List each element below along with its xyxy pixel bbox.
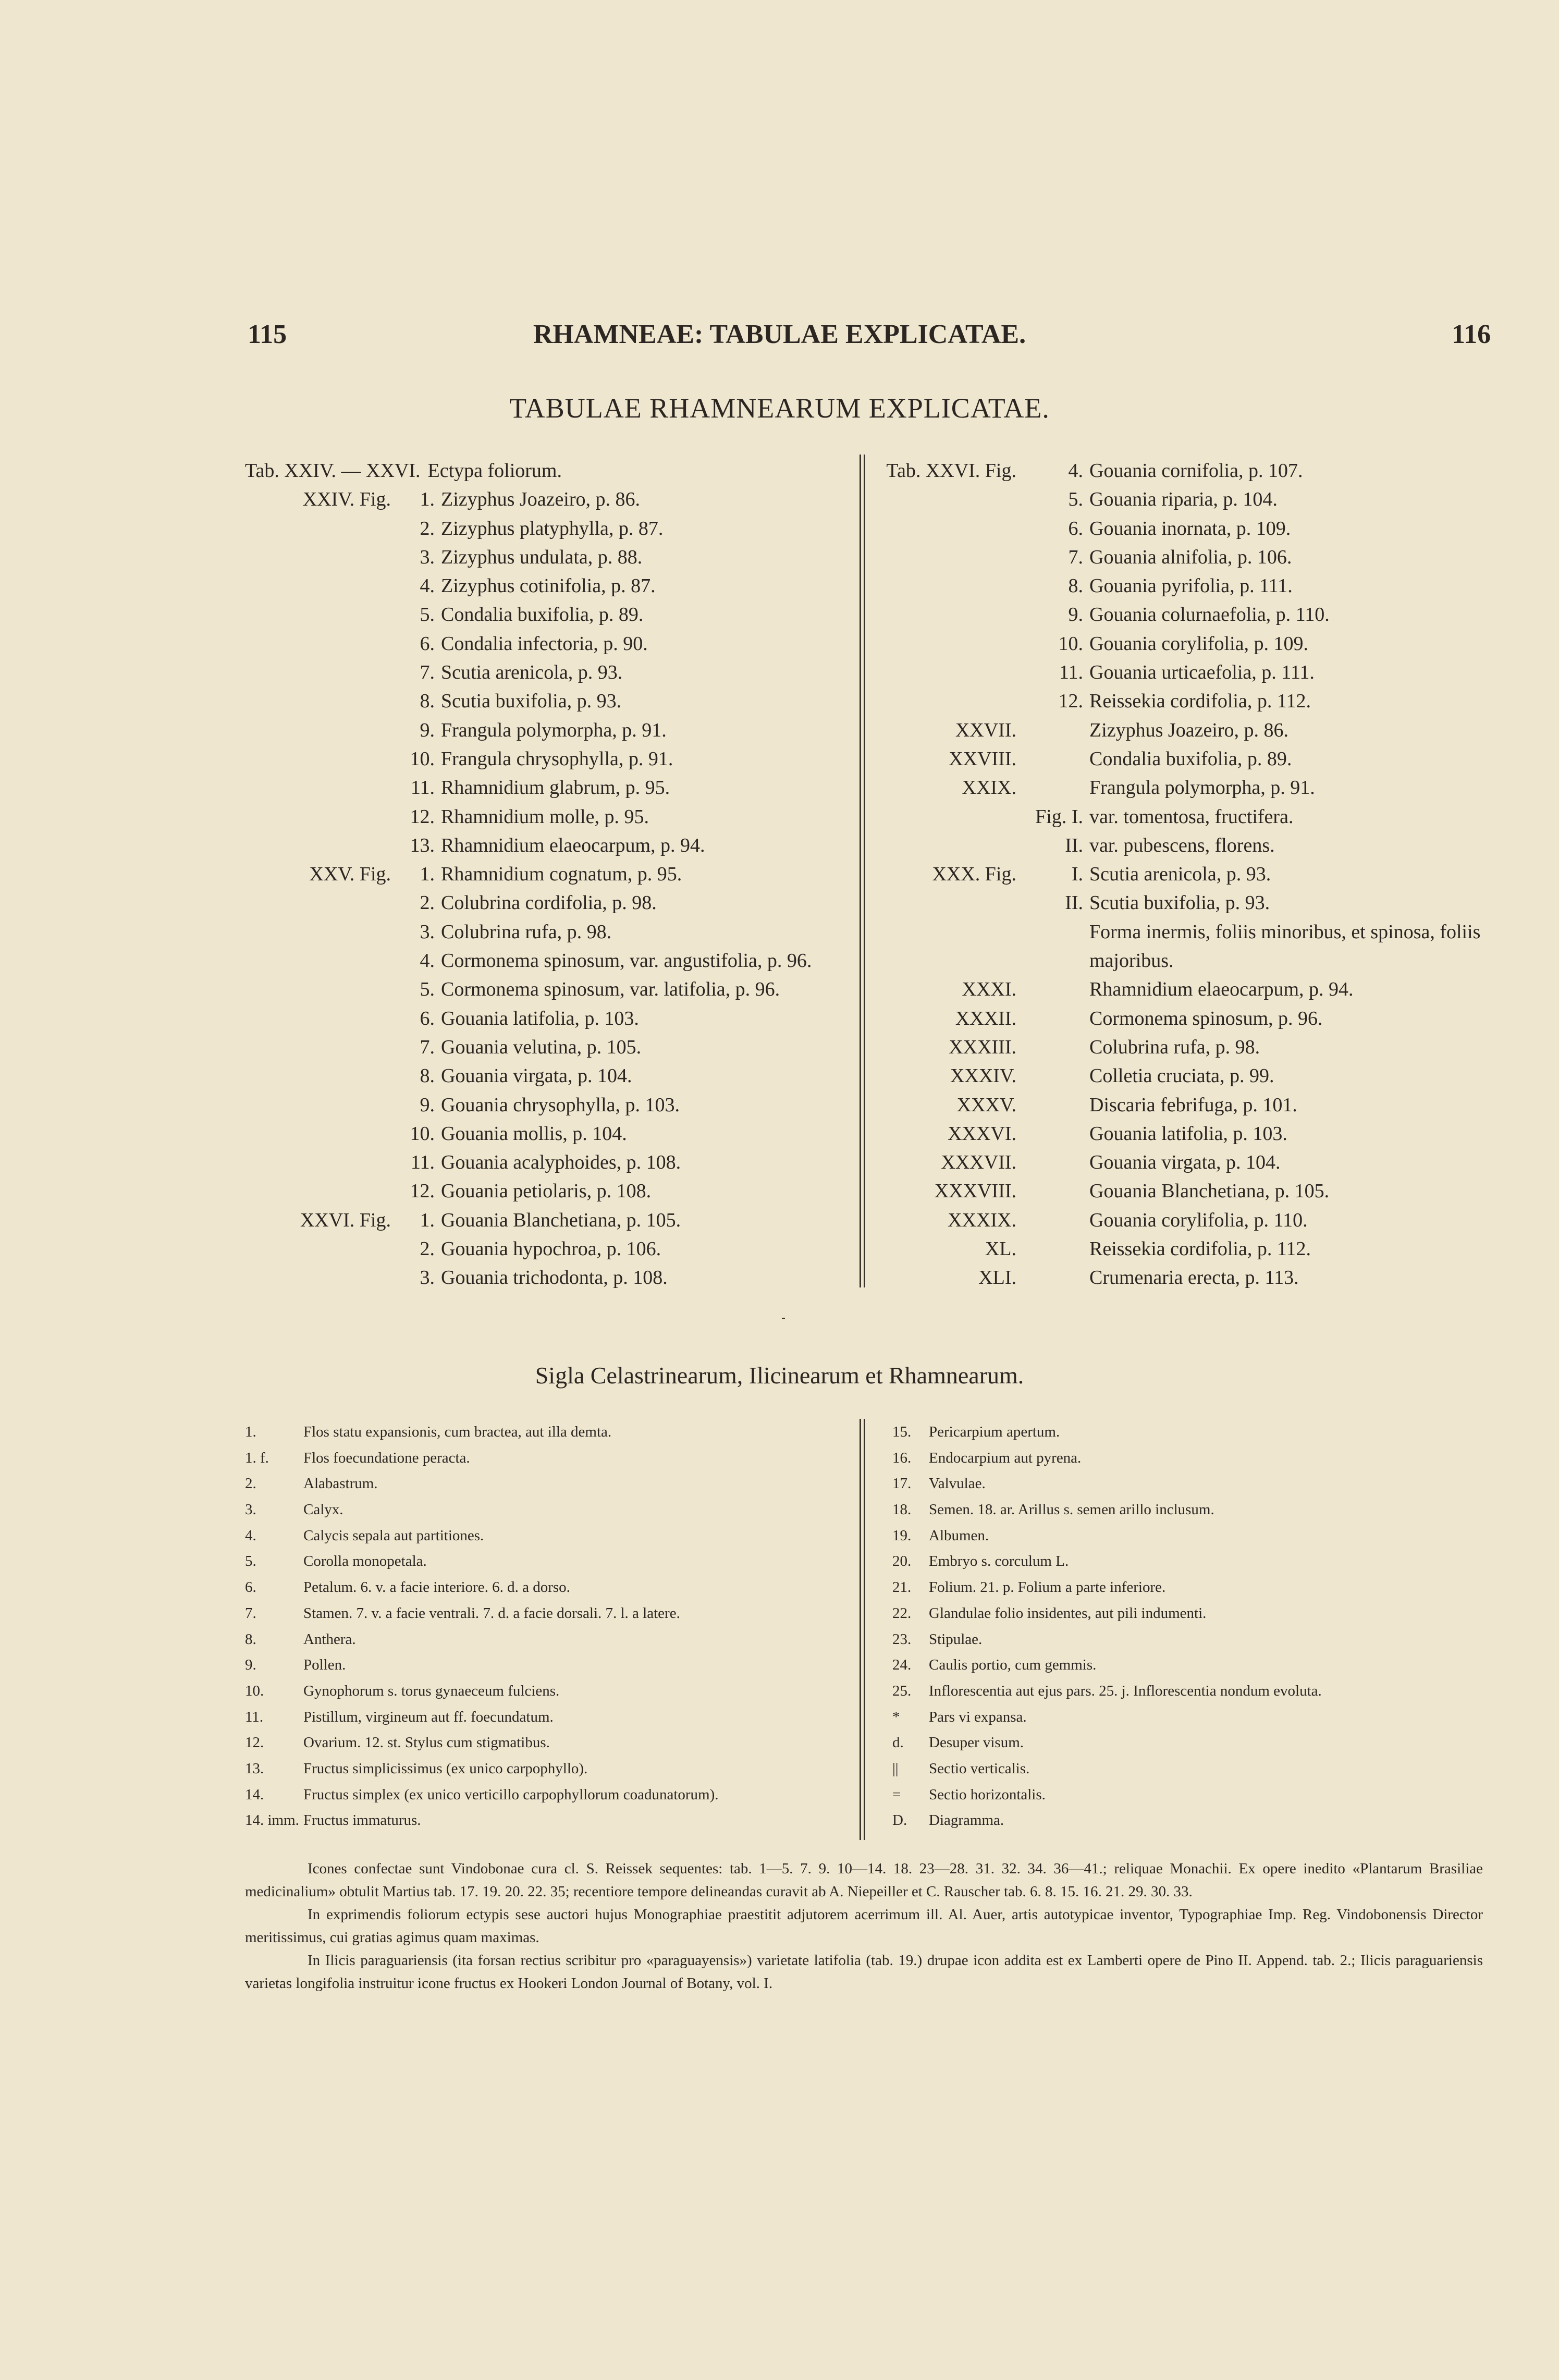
figure-number: 12. [1058, 690, 1083, 713]
figure-number: 9. [420, 1094, 435, 1116]
plate-entry [881, 831, 1480, 860]
plate-entry [881, 947, 1480, 975]
sigla-text: Semen. 18. ar. Arillus s. semen arillo inclusum. [929, 1501, 1214, 1518]
sigla-key: 20. [892, 1553, 912, 1570]
plate-caption: Gouania riparia, p. 104. [1089, 488, 1278, 511]
figure-number: 11. [410, 777, 435, 799]
plate-entry [245, 774, 812, 802]
page-number-right: 116 [1452, 320, 1491, 349]
sigla-entry [892, 1756, 1322, 1782]
sigla-text: Albumen. [929, 1527, 989, 1544]
plate-entry [245, 1235, 812, 1263]
note-paragraph: In Ilicis paraguariensis (ita forsan rectius scribitur pro «paraguayensis») varietate latifolia (tab. 19.) drupae icon addita est ex Lamberti opere de Pino II. Append. tab. 2.; Ilicis paraguariensis varietas longifolia instruitur icone fructus ex Hookeri London Journal of Botany, vol. I. [245, 1952, 1483, 1992]
plate-entry [245, 658, 812, 687]
figure-number: II. [1065, 834, 1083, 856]
column-divider [860, 455, 861, 1287]
sigla-key: 1. [245, 1424, 256, 1440]
sigla-entry [245, 1678, 719, 1704]
plate-entry [881, 630, 1480, 658]
plate-number: XLI. [978, 1267, 1016, 1289]
plate-caption: Colletia cruciata, p. 99. [1089, 1065, 1274, 1087]
figure-number: 5. [1068, 488, 1083, 511]
plate-entry [245, 1148, 812, 1177]
sigla-key: 23. [892, 1630, 912, 1648]
plate-caption: Gouania colurnaefolia, p. 110. [1089, 604, 1330, 626]
plate-entry [881, 687, 1480, 716]
plate-entry [881, 658, 1480, 687]
plate-caption: Condalia infectoria, p. 90. [441, 632, 648, 655]
plate-caption: Colubrina rufa, p. 98. [1089, 1036, 1260, 1058]
sigla-key: 5. [245, 1553, 256, 1570]
plate-entry [881, 716, 1480, 745]
plate-entry [245, 889, 812, 917]
figure-number: 11. [410, 1151, 435, 1174]
notes [245, 1857, 1483, 1995]
plate-entry [881, 1033, 1480, 1062]
sigla-entry [892, 1652, 1322, 1678]
figure-number: 2. [420, 1238, 435, 1260]
plate-list-left [245, 457, 812, 1293]
figure-number: 4. [420, 575, 435, 597]
plate-entry [881, 485, 1480, 514]
plate-entry [881, 803, 1480, 831]
sigla-entry [892, 1627, 1322, 1653]
plate-caption: Gouania petiolaris, p. 108. [441, 1180, 652, 1203]
sigla-text: Fructus simplicissimus (ex unico carpophyllo). [303, 1760, 588, 1777]
sigla-key: 13. [245, 1760, 264, 1777]
plate-entry [881, 1004, 1480, 1033]
sigla-divider [860, 1419, 861, 1840]
column-divider [864, 455, 865, 1287]
sigla-entry [892, 1445, 1322, 1471]
figure-number: 3. [420, 546, 435, 568]
figure-number: 7. [1068, 546, 1083, 568]
sigla-key: 1. f. [245, 1449, 269, 1466]
plate-number: XXXVIII. [934, 1180, 1016, 1203]
sigla-key: D. [892, 1812, 907, 1829]
sigla-entry [245, 1575, 719, 1601]
plate-entry [245, 1120, 812, 1148]
plate-caption: Discaria febrifuga, p. 101. [1089, 1094, 1297, 1116]
sigla-key: 17. [892, 1475, 912, 1492]
sigla-text: Pericarpium apertum. [929, 1424, 1060, 1440]
plate-caption: Ectypa foliorum. [427, 460, 562, 482]
page-number-left: 115 [248, 320, 287, 349]
plate-caption: Scutia arenicola, p. 93. [1089, 863, 1271, 886]
sigla-text: Corolla monopetala. [303, 1553, 427, 1570]
sigla-entry [892, 1678, 1322, 1704]
figure-number: 1. [420, 488, 435, 511]
figure-number: 4. [420, 950, 435, 972]
sigla-text: Embryo s. corculum L. [929, 1553, 1069, 1570]
plate-caption: Cormonema spinosum, p. 96. [1089, 1007, 1323, 1029]
plate-caption: Reissekia cordifolia, p. 112. [1089, 1238, 1311, 1260]
plate-caption: Gouania cornifolia, p. 107. [1089, 460, 1303, 482]
plate-caption: Rhamnidium molle, p. 95. [441, 805, 649, 828]
plate-entry [881, 745, 1480, 774]
plate-caption: Gouania corylifolia, p. 110. [1089, 1209, 1308, 1231]
figure-number: II. [1065, 892, 1083, 914]
figure-number: 3. [420, 1267, 435, 1289]
plate-caption: Gouania velutina, p. 105. [441, 1036, 642, 1058]
plate-entry [881, 600, 1480, 629]
sigla-key: 7. [245, 1604, 256, 1622]
plate-number: XL. [985, 1238, 1016, 1260]
plate-entry [245, 572, 812, 600]
sigla-entry [892, 1575, 1322, 1601]
plate-number: Tab. XXIV. — XXVI. [245, 460, 421, 482]
sigla-text: Stipulae. [929, 1630, 983, 1648]
figure-number: I. [1071, 863, 1083, 886]
plate-caption: Condalia buxifolia, p. 89. [1089, 747, 1292, 770]
plate-entry [881, 860, 1480, 889]
sigla-text: Fructus simplex (ex unico verticillo carpophyllorum coadunatorum). [303, 1786, 719, 1803]
sigla-key: || [892, 1760, 899, 1777]
plate-entry [881, 918, 1480, 947]
plate-entry [245, 1091, 812, 1120]
plate-number: XXVII. [955, 719, 1016, 741]
plate-number: XXVIII. [949, 747, 1016, 770]
sigla-entry [245, 1471, 719, 1497]
plate-entry [245, 1206, 812, 1235]
sigla-key: 24. [892, 1657, 912, 1674]
plate-caption: Gouania inornata, p. 109. [1089, 517, 1291, 539]
plate-entry [245, 1062, 812, 1090]
sigla-entry [892, 1704, 1322, 1731]
plate-entry [245, 975, 812, 1004]
plate-entry [245, 918, 812, 947]
plate-caption: Gouania virgata, p. 104. [1089, 1151, 1281, 1174]
sigla-text: Calycis sepala aut partitiones. [303, 1527, 484, 1544]
plate-caption: Gouania hypochroa, p. 106. [441, 1238, 661, 1260]
sigla-list-left [245, 1419, 719, 1834]
sigla-entry [245, 1549, 719, 1575]
sigla-entry [245, 1782, 719, 1808]
plate-caption: Rhamnidium glabrum, p. 95. [441, 777, 670, 799]
sigla-entry [245, 1808, 719, 1834]
plate-entry [881, 1062, 1480, 1090]
plate-caption: Gouania urticaefolia, p. 111. [1089, 661, 1315, 684]
sigla-entry [892, 1549, 1322, 1575]
plate-entry [245, 514, 812, 543]
sigla-text: Ovarium. 12. st. Stylus cum stigmatibus. [303, 1734, 550, 1751]
figure-number: 7. [420, 661, 435, 684]
sigla-entry [892, 1419, 1322, 1445]
plate-caption: Gouania latifolia, p. 103. [441, 1007, 639, 1029]
plate-caption: Rhamnidium elaeocarpum, p. 94. [1089, 978, 1354, 1001]
sigla-entry [892, 1497, 1322, 1523]
sigla-key: 12. [245, 1734, 264, 1751]
plate-caption: Rhamnidium cognatum, p. 95. [441, 863, 682, 886]
plate-entry [881, 572, 1480, 600]
plate-caption: Reissekia cordifolia, p. 112. [1089, 690, 1311, 713]
plate-caption: Gouania latifolia, p. 103. [1089, 1122, 1287, 1145]
sigla-entry [245, 1652, 719, 1678]
plate-caption: Gouania chrysophylla, p. 103. [441, 1094, 680, 1116]
sigla-text: Sectio horizontalis. [929, 1786, 1046, 1803]
figure-number: 1. [420, 1209, 435, 1231]
plate-entry [245, 457, 812, 485]
sigla-text: Flos statu expansionis, cum bractea, aut illa demta. [303, 1424, 612, 1440]
figure-number: Fig. I. [1035, 805, 1083, 828]
sigla-key: 15. [892, 1424, 912, 1440]
plate-number: XXXIX. [948, 1209, 1016, 1231]
plate-entry [881, 1263, 1480, 1292]
sigla-entry [245, 1601, 719, 1627]
figure-number: 2. [420, 517, 435, 539]
sigla-entry [245, 1523, 719, 1549]
sigla-key: 21. [892, 1579, 912, 1596]
sigla-text: Inflorescentia aut ejus pars. 25. j. Inflorescentia nondum evoluta. [929, 1682, 1322, 1699]
plate-caption: Frangula polymorpha, p. 91. [1089, 777, 1315, 799]
sigla-text: Diagramma. [929, 1812, 1004, 1829]
sigla-key: 4. [245, 1527, 256, 1544]
plate-entry [245, 745, 812, 774]
plate-caption: Gouania acalyphoides, p. 108. [441, 1151, 681, 1174]
plate-entry [881, 543, 1480, 572]
plate-caption: Gouania trichodonta, p. 108. [441, 1267, 668, 1289]
figure-number: 12. [410, 1180, 435, 1203]
plate-entry [881, 514, 1480, 543]
plate-number: XXXII. [955, 1007, 1016, 1029]
section-title: TABULAE RHAMNEARUM EXPLICATAE. [509, 392, 1050, 424]
sigla-entry [892, 1523, 1322, 1549]
sigla-key: 3. [245, 1501, 256, 1518]
sigla-entry [245, 1627, 719, 1653]
figure-number: 11. [1059, 661, 1083, 684]
plate-number: XXIX. [962, 777, 1016, 799]
sigla-key: = [892, 1786, 901, 1803]
sigla-text: Glandulae folio insidentes, aut pili indumenti. [929, 1604, 1207, 1622]
sigla-text: Endocarpium aut pyrena. [929, 1449, 1082, 1466]
plate-entry [881, 774, 1480, 802]
plate-entry [881, 889, 1480, 917]
plate-entry [245, 803, 812, 831]
separator [782, 1318, 785, 1319]
sigla-key: 14. [245, 1786, 264, 1803]
sigla-text: Alabastrum. [303, 1475, 378, 1492]
plate-entry [881, 1091, 1480, 1120]
plate-caption: Gouania corylifolia, p. 109. [1089, 632, 1309, 655]
sigla-text: Pollen. [303, 1657, 346, 1674]
sigla-title: Sigla Celastrinearum, Ilicinearum et Rhamnearum. [535, 1362, 1024, 1389]
sigla-text: Fructus immaturus. [303, 1812, 421, 1829]
sigla-key: 14. imm. [245, 1812, 299, 1829]
plate-number: XXXV. [956, 1094, 1016, 1116]
plate-caption: Gouania alnifolia, p. 106. [1089, 546, 1292, 568]
sigla-key: 22. [892, 1604, 912, 1622]
figure-number: 10. [1058, 632, 1083, 655]
plate-caption: Zizyphus cotinifolia, p. 87. [441, 575, 656, 597]
plate-caption: majoribus. [1089, 950, 1174, 972]
plate-entry [245, 1004, 812, 1033]
sigla-key: 10. [245, 1682, 264, 1699]
sigla-key: 25. [892, 1682, 912, 1699]
plate-entry [245, 485, 812, 514]
plate-entry [245, 600, 812, 629]
figure-number: 1. [420, 863, 435, 886]
plate-caption: Frangula polymorpha, p. 91. [441, 719, 667, 741]
plate-number: XXXI. [962, 978, 1016, 1001]
plate-caption: Gouania pyrifolia, p. 111. [1089, 575, 1293, 597]
sigla-text: Pistillum, virgineum aut ff. foecundatum. [303, 1708, 554, 1725]
figure-number: 12. [410, 805, 435, 828]
sigla-entry [892, 1808, 1322, 1834]
plate-caption: Scutia arenicola, p. 93. [441, 661, 623, 684]
plate-number: Tab. XXVI. Fig. [886, 460, 1016, 482]
plate-entry [245, 1177, 812, 1206]
plate-entry [245, 831, 812, 860]
plate-entry [245, 630, 812, 658]
sigla-entry [892, 1730, 1322, 1756]
sigla-key: 11. [245, 1708, 264, 1725]
figure-number: 10. [410, 1122, 435, 1145]
sigla-text: Calyx. [303, 1501, 343, 1518]
sigla-entry [245, 1704, 719, 1731]
plate-number: XXVI. Fig. [300, 1209, 391, 1231]
figure-number: 9. [420, 719, 435, 741]
sigla-text: Valvulae. [929, 1475, 986, 1492]
sigla-entry [245, 1497, 719, 1523]
plate-entry [245, 716, 812, 745]
plate-number: XXXVII. [941, 1151, 1016, 1174]
plate-entry [245, 1263, 812, 1292]
sigla-text: Folium. 21. p. Folium a parte inferiore. [929, 1579, 1166, 1596]
sigla-text: Stamen. 7. v. a facie ventrali. 7. d. a facie dorsali. 7. l. a latere. [303, 1604, 680, 1622]
plate-caption: Condalia buxifolia, p. 89. [441, 604, 644, 626]
sigla-entry [245, 1419, 719, 1445]
sigla-key: * [892, 1708, 900, 1725]
figure-number: 6. [420, 632, 435, 655]
plate-entry [245, 687, 812, 716]
sigla-entry [245, 1730, 719, 1756]
sigla-text: Petalum. 6. v. a facie interiore. 6. d. a dorso. [303, 1579, 570, 1596]
plate-entry [881, 975, 1480, 1004]
figure-number: 10. [410, 747, 435, 770]
running-title: RHAMNEAE: TABULAE EXPLICATAE. [533, 320, 1026, 349]
figure-number: 8. [1068, 575, 1083, 597]
sigla-entry [892, 1471, 1322, 1497]
plate-caption: Rhamnidium elaeocarpum, p. 94. [441, 834, 705, 856]
sigla-entry [892, 1601, 1322, 1627]
plate-entry [245, 947, 812, 975]
sigla-text: Caulis portio, cum gemmis. [929, 1657, 1097, 1674]
note-paragraph: In exprimendis foliorum ectypis sese auctori hujus Monographiae praestitit adjutorem acerrimum ill. Al. Auer, artis autotypicae inventor, Typographiae Imp. Reg. Vindobonensis Director meritissimus, cui gratias agimus quam maximas. [245, 1906, 1483, 1946]
plate-caption: Zizyphus platyphylla, p. 87. [441, 517, 664, 539]
plate-entry [881, 1235, 1480, 1263]
plate-caption: Cormonema spinosum, var. angustifolia, p. 96. [441, 950, 812, 972]
plate-entry [881, 1120, 1480, 1148]
sigla-text: Pars vi expansa. [929, 1708, 1027, 1725]
sigla-key: 8. [245, 1630, 256, 1648]
figure-number: 3. [420, 921, 435, 943]
sigla-key: 9. [245, 1657, 256, 1674]
plate-entry [245, 860, 812, 889]
plate-caption: Frangula chrysophylla, p. 91. [441, 747, 673, 770]
note-paragraph: Icones confectae sunt Vindobonae cura cl. S. Reissek sequentes: tab. 1—5. 7. 9. 10—14. 18. 23—28. 31. 32. 34. 36—41.; reliquae Monachii. Ex opere inedito «Plantarum Brasiliae medicinalium» obtulit Martius tab. 17. 19. 20. 22. 35; recentiore tempore delineandas curavit ab A. Niepeiller et C. Rauscher tab. 6. 8. 15. 16. 21. 29. 30. 33. [245, 1860, 1483, 1900]
plate-caption: Scutia buxifolia, p. 93. [1089, 892, 1270, 914]
plate-number: XXXVI. [948, 1122, 1016, 1145]
sigla-list-right [892, 1419, 1322, 1834]
plate-number: XXIV. Fig. [302, 488, 391, 511]
sigla-key: 6. [245, 1579, 256, 1596]
figure-number: 4. [1068, 460, 1083, 482]
figure-number: 6. [1068, 517, 1083, 539]
plate-caption: var. tomentosa, fructifera. [1089, 805, 1294, 828]
sigla-divider [864, 1419, 865, 1840]
plate-number: XXV. Fig. [309, 863, 391, 886]
plate-caption: Gouania Blanchetiana, p. 105. [441, 1209, 681, 1231]
figure-number: 7. [420, 1036, 435, 1058]
plate-number: XXXIV. [950, 1065, 1016, 1087]
sigla-text: Desuper visum. [929, 1734, 1024, 1751]
plate-entry [881, 457, 1480, 485]
figure-number: 5. [420, 604, 435, 626]
figure-number: 8. [420, 1065, 435, 1087]
plate-caption: Forma inermis, foliis minoribus, et spinosa, foliis [1089, 921, 1481, 943]
plate-number: XXXIII. [949, 1036, 1016, 1058]
plate-caption: Gouania virgata, p. 104. [441, 1065, 632, 1087]
sigla-text: Flos foecundatione peracta. [303, 1449, 470, 1466]
sigla-text: Sectio verticalis. [929, 1760, 1030, 1777]
plate-caption: Gouania Blanchetiana, p. 105. [1089, 1180, 1330, 1203]
figure-number: 9. [1068, 604, 1083, 626]
sigla-entry [245, 1756, 719, 1782]
sigla-text: Gynophorum s. torus gynaeceum fulciens. [303, 1682, 560, 1699]
plate-entry [245, 1033, 812, 1062]
plate-caption: Cormonema spinosum, var. latifolia, p. 96. [441, 978, 780, 1001]
sigla-key: 18. [892, 1501, 912, 1518]
sigla-key: 19. [892, 1527, 912, 1544]
sigla-key: d. [892, 1734, 904, 1751]
plate-caption: Zizyphus undulata, p. 88. [441, 546, 643, 568]
sigla-key: 16. [892, 1449, 912, 1466]
figure-number: 5. [420, 978, 435, 1001]
sigla-entry [892, 1782, 1322, 1808]
plate-entry [245, 543, 812, 572]
plate-caption: Gouania mollis, p. 104. [441, 1122, 627, 1145]
sigla-key: 2. [245, 1475, 256, 1492]
plate-entry [881, 1206, 1480, 1235]
figure-number: 6. [420, 1007, 435, 1029]
sigla-entry [245, 1445, 719, 1471]
figure-number: 13. [410, 834, 435, 856]
plate-caption: var. pubescens, florens. [1089, 834, 1275, 856]
plate-entry [881, 1148, 1480, 1177]
plate-entry [881, 1177, 1480, 1206]
plate-caption: Colubrina rufa, p. 98. [441, 921, 612, 943]
sigla-text: Anthera. [303, 1630, 356, 1648]
plate-number: XXX. Fig. [932, 863, 1016, 886]
figure-number: 8. [420, 690, 435, 713]
plate-caption: Colubrina cordifolia, p. 98. [441, 892, 657, 914]
figure-number: 2. [420, 892, 435, 914]
plate-list-right [881, 457, 1480, 1293]
plate-caption: Crumenaria erecta, p. 113. [1089, 1267, 1299, 1289]
plate-caption: Zizyphus Joazeiro, p. 86. [1089, 719, 1289, 741]
plate-caption: Zizyphus Joazeiro, p. 86. [441, 488, 641, 511]
plate-caption: Scutia buxifolia, p. 93. [441, 690, 622, 713]
